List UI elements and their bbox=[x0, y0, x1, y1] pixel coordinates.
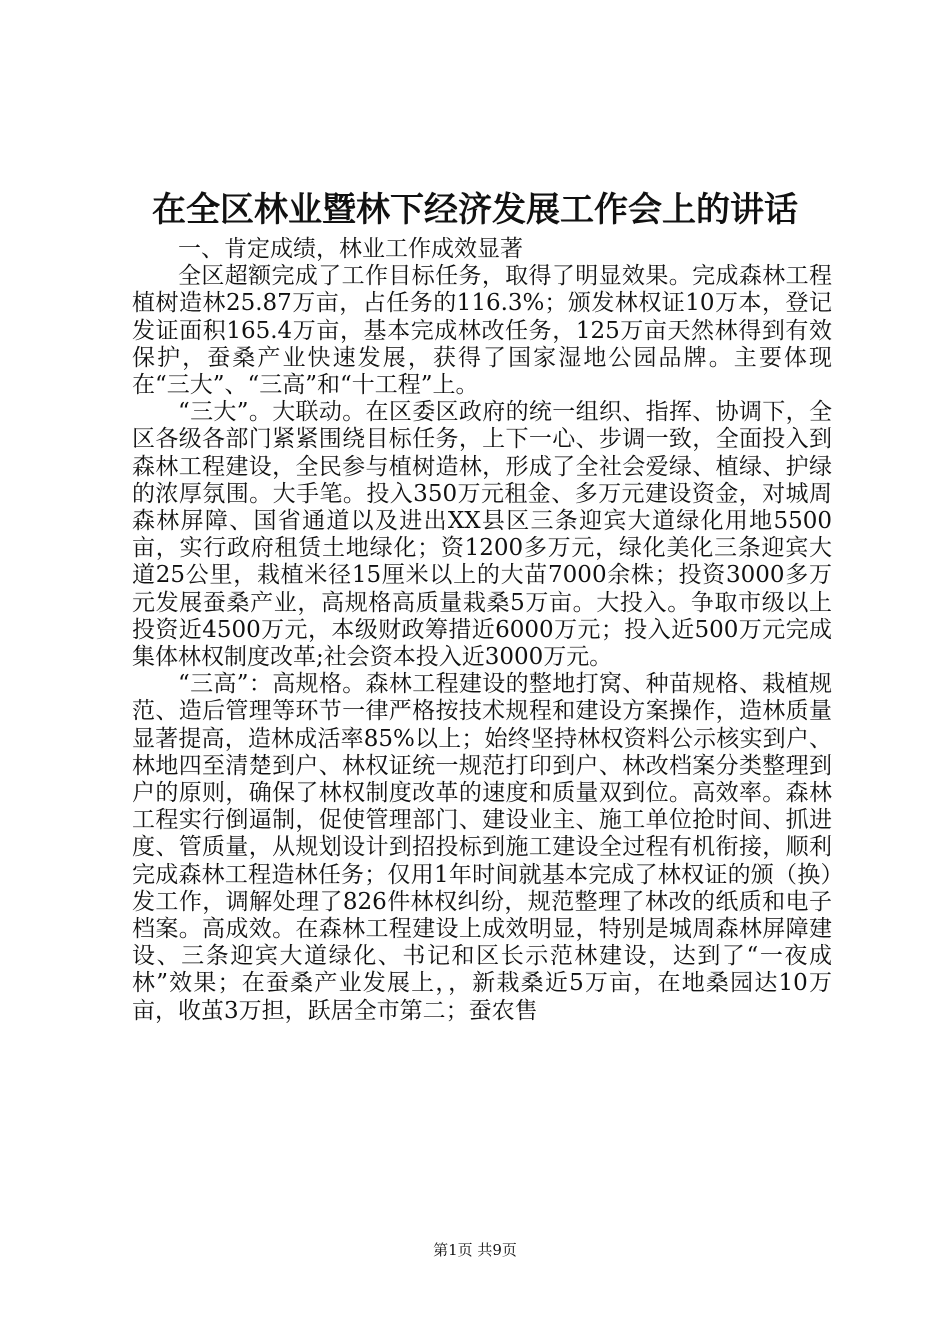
paragraph: “三高”：高规格。森林工程建设的整地打窝、种苗规格、栽植规范、造后管理等环节一律严格按技术规程和建设方案操作，造林质量显著提高，造林成活率85%以上；始终坚持林权资料公示核实到户、林地四至清楚到户、林权证统一规范打印到户、林改档案分类整理到户的原则，确保了林权制度改革的速度和质量双到位。高效率。森林工程实行倒逼制，促使管理部门、建设业主、施工单位抢时间、抓进度、管质量，从规划设计到招投标到施工建设全过程有机衔接，顺利完成森林工程造林任务；仅用1年时间就基本完成了林权证的颁（换）发工作，调解处理了826件林权纠纷，规范整理了林改的纸质和电子档案。高成效。在森林工程建设上成效明显，特别是城周森林屏障建设、三条迎宾大道绿化、书记和区长示范林建设，达到了“一夜成林”效果；在蚕桑产业发展上，，新栽桑近5万亩，在地桑园达10万亩，收茧3万担，跃居全市第二；蚕农售 bbox=[132, 671, 832, 1024]
document-body bbox=[132, 236, 832, 1025]
paragraph: 全区超额完成了工作目标任务，取得了明显效果。完成森林工程植树造林25.87万亩，占任务的116.3%；颁发林权证10万本，登记发证面积165.4万亩，基本完成林改任务，125万亩天然林得到有效保护，蚕桑产业快速发展，获得了国家湿地公园品牌。主要体现在“三大”、“三高”和“十工程”上。 bbox=[132, 263, 832, 399]
paragraph: “三大”。大联动。在区委区政府的统一组织、指挥、协调下，全区各级各部门紧紧围绕目标任务，上下一心、步调一致，全面投入到森林工程建设，全民参与植树造林，形成了全社会爱绿、植绿、护绿的浓厚氛围。大手笔。投入350万元租金、多万元建设资金，对城周森林屏障、国省通道以及进出XX县区三条迎宾大道绿化用地5500亩，实行政府租赁土地绿化；资1200多万元，绿化美化三条迎宾大道25公里，栽植米径15厘米以上的大苗7000余株；投资3000多万元发展蚕桑产业，高规格高质量栽桑5万亩。大投入。争取市级以上投资近4500万元，本级财政筹措近6000万元；投入近500万元完成集体林权制度改革;社会资本投入近3000万元。 bbox=[132, 399, 832, 671]
document-title: 在全区林业暨林下经济发展工作会上的讲话 bbox=[152, 190, 798, 230]
page-footer: 第1页 共9页 bbox=[433, 1241, 517, 1259]
section-heading: 一、肯定成绩，林业工作成效显著 bbox=[178, 236, 523, 262]
